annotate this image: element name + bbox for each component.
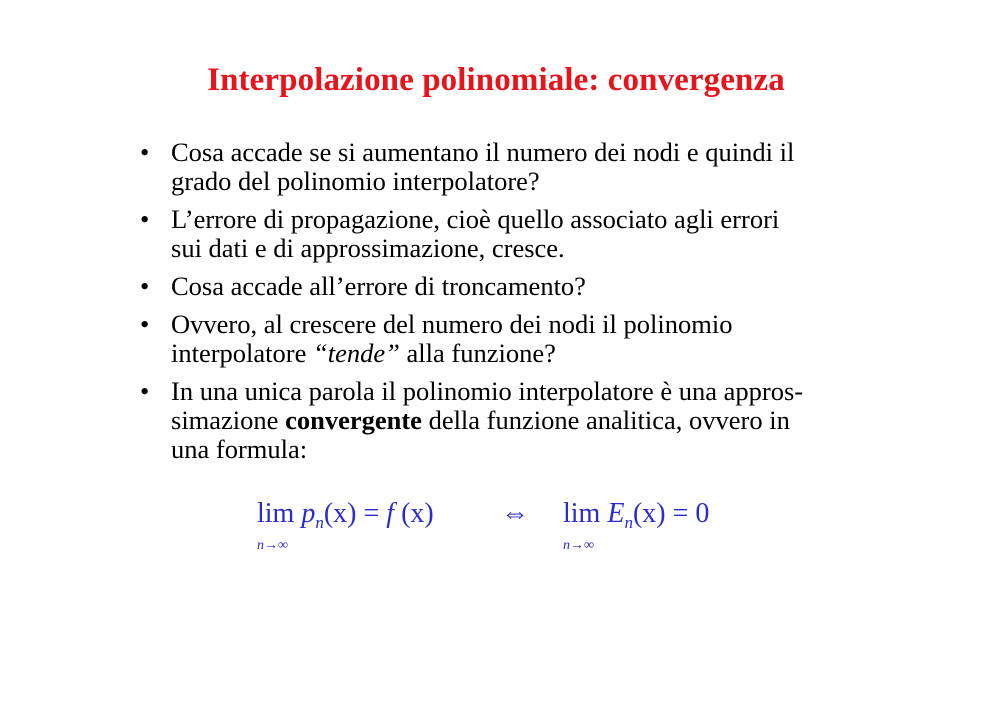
slide-title: Interpolazione polinomiale: convergenza (207, 62, 785, 98)
bullet-item (140, 205, 860, 263)
e-symbol: E (607, 498, 625, 529)
e-subscript: n (624, 513, 633, 532)
bullet-dot: • (140, 137, 150, 167)
bold-emphasis: convergente (285, 405, 422, 435)
p-subscript: n (315, 513, 324, 532)
bullet-line: Cosa accade all’errore di troncamento? (171, 271, 586, 301)
limit-operator-left (257, 497, 295, 553)
equivalence-symbol: ⇔ (501, 498, 529, 529)
bullet-line: L’errore di propagazione, cioè quello associato agli errori (171, 204, 780, 234)
left-expression: (x) = (323, 498, 387, 529)
bullet-item (140, 310, 860, 368)
f-symbol: f (386, 498, 395, 529)
bullet-line-part: alla funzione? (399, 338, 556, 368)
f-argument: (x) (394, 498, 434, 529)
p-symbol: p (301, 498, 316, 529)
bullet-line-part: interpolatore (171, 338, 314, 368)
right-expression: (x) = 0 (632, 498, 710, 529)
bullet-item (140, 138, 860, 196)
bullet-line: una formula: (171, 434, 308, 464)
bullet-line: In una unica parola il polinomio interpolatore è una appros- (171, 376, 804, 406)
bullet-line: sui dati e di approssimazione, cresce. (171, 233, 565, 263)
bullet-item (140, 377, 860, 464)
bullet-list (140, 138, 860, 473)
formula-right (563, 497, 710, 553)
limit-operator-right (563, 497, 601, 553)
bullet-line: Ovvero, al crescere del numero dei nodi il polinomio (171, 309, 733, 339)
bullet-line: grado del polinomio interpolatore? (171, 166, 540, 196)
bullet-item (140, 272, 860, 301)
bullet-dot: • (140, 309, 150, 339)
bullet-line: Cosa accade se si aumentano il numero dei nodi e quindi il (171, 137, 795, 167)
bullet-line-part: della funzione analitica, ovvero in (421, 405, 790, 435)
bullet-dot: • (140, 271, 150, 301)
bullet-dot: • (140, 376, 150, 406)
convergence-formula (257, 497, 757, 557)
lim-subscript: n→∞ (257, 538, 288, 553)
lim-text: lim (257, 498, 295, 529)
bullet-line-part: simazione (171, 405, 286, 435)
formula-left (257, 497, 434, 553)
italic-emphasis: “tende” (313, 338, 400, 368)
bullet-dot: • (140, 204, 150, 234)
lim-text: lim (563, 498, 601, 529)
lim-subscript: n→∞ (563, 538, 594, 553)
